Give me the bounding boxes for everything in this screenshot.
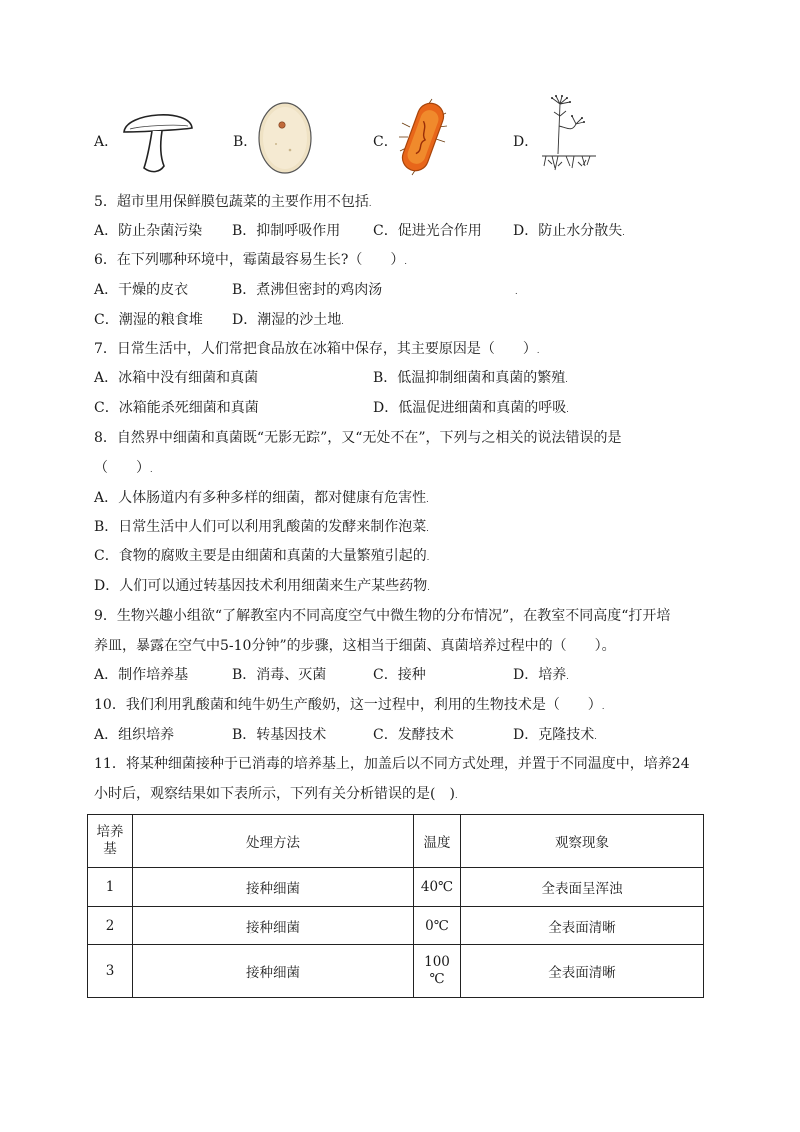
q9-option-c: C．接种 bbox=[373, 667, 426, 683]
table-cell: 1 bbox=[88, 868, 133, 907]
table-cell: 0℃ bbox=[414, 907, 461, 945]
table-header-cell: 观察现象 bbox=[461, 815, 704, 868]
q5-stem: 5．超市里用保鲜膜包蔬菜的主要作用不包括. bbox=[94, 194, 372, 210]
q8-stem-line2: （ ）. bbox=[94, 460, 153, 476]
table-row bbox=[88, 945, 704, 998]
yeast-cell-illustration bbox=[256, 100, 314, 176]
q5-option-b: B．抑制呼吸作用 bbox=[232, 223, 341, 239]
q9-option-b: B．消毒、灭菌 bbox=[232, 667, 327, 683]
table-header-cell: 温度 bbox=[414, 815, 461, 868]
table-cell: 全表面清晰 bbox=[461, 907, 704, 945]
q5-option-c: C．促进光合作用 bbox=[373, 223, 482, 239]
q6-stray-mark: . bbox=[515, 287, 518, 296]
q8-option-c: C．食物的腐败主要是由细菌和真菌的大量繁殖引起的. bbox=[94, 548, 430, 564]
bacterium-illustration bbox=[398, 97, 448, 177]
q10-option-a: A．组织培养 bbox=[94, 727, 175, 743]
q10-stem: 10．我们利用乳酸菌和纯牛奶生产酸奶，这一过程中，利用的生物技术是（ ）. bbox=[94, 697, 605, 713]
q7-option-a: A．冰箱中没有细菌和真菌 bbox=[94, 370, 259, 386]
table-cell: 接种细菌 bbox=[133, 868, 414, 907]
q8-stem-line1: 8．自然界中细菌和真菌既“无影无踪”，又“无处不在”，下列与之相关的说法错误的是 bbox=[94, 430, 622, 446]
q11-stem-line1: 11．将某种细菌接种于已消毒的培养基上，加盖后以不同方式处理，并置于不同温度中，培养24 bbox=[94, 756, 690, 772]
q6-option-c: C．潮湿的粮食堆 bbox=[94, 312, 203, 328]
q11-stem-line2: 小时后，观察结果如下表所示，下列有关分析错误的是( ). bbox=[94, 786, 458, 802]
table-cell: 接种细菌 bbox=[133, 907, 414, 945]
q7-stem: 7．日常生活中，人们常把食品放在冰箱中保存，其主要原因是（ ）. bbox=[94, 341, 540, 357]
table-cell: 40℃ bbox=[414, 868, 461, 907]
q6-option-d: D．潮湿的沙土地. bbox=[232, 312, 344, 328]
q6-option-a: A．干燥的皮衣 bbox=[94, 282, 189, 298]
q9-stem-line1: 9．生物兴趣小组欲“了解教室内不同高度空气中微生物的分布情况”，在教室不同高度“打开培 bbox=[94, 608, 671, 624]
mold-illustration bbox=[538, 94, 600, 176]
table-cell: 接种细菌 bbox=[133, 945, 414, 998]
table-cell: 3 bbox=[88, 945, 133, 998]
q9-stem-line2: 养皿，暴露在空气中5-10分钟”的步骤，这相当于细菌、真菌培养过程中的（ ）。 bbox=[94, 638, 616, 654]
table-row bbox=[88, 907, 704, 945]
q6-stem: 6．在下列哪种环境中，霉菌最容易生长?（ ）. bbox=[94, 252, 407, 268]
q10-option-c: C．发酵技术 bbox=[373, 727, 454, 743]
q10-option-b: B．转基因技术 bbox=[232, 727, 327, 743]
q4-option-a-letter: A． bbox=[94, 134, 119, 150]
mushroom-illustration bbox=[120, 104, 196, 176]
q8-option-d: D．人们可以通过转基因技术利用细菌来生产某些药物. bbox=[94, 578, 430, 594]
table-header-row bbox=[88, 815, 704, 868]
q9-option-d: D．培养. bbox=[513, 667, 569, 683]
q5-option-a: A．防止杂菌污染 bbox=[94, 223, 203, 239]
table-cell: 全表面清晰 bbox=[461, 945, 704, 998]
table-header-cell: 处理方法 bbox=[133, 815, 414, 868]
q7-option-d: D．低温促进细菌和真菌的呼吸. bbox=[373, 400, 569, 416]
q4-option-c-letter: C． bbox=[373, 134, 398, 150]
table-header-cell: 培养 基 bbox=[88, 815, 133, 868]
q5-option-d: D．防止水分散失. bbox=[513, 223, 625, 239]
observation-table bbox=[87, 814, 704, 998]
table-cell: 100 ℃ bbox=[414, 945, 461, 998]
q7-option-b: B．低温抑制细菌和真菌的繁殖. bbox=[373, 370, 568, 386]
q8-option-a: A．人体肠道内有多种多样的细菌，都对健康有危害性. bbox=[94, 490, 429, 506]
q4-option-d-letter: D． bbox=[513, 134, 539, 150]
table-row bbox=[88, 868, 704, 907]
q10-option-d: D．克隆技术. bbox=[513, 727, 597, 743]
q9-option-a: A．制作培养基 bbox=[94, 667, 189, 683]
table-cell: 全表面呈浑浊 bbox=[461, 868, 704, 907]
q8-option-b: B．日常生活中人们可以利用乳酸菌的发酵来制作泡菜. bbox=[94, 519, 429, 535]
q7-option-c: C．冰箱能杀死细菌和真菌 bbox=[94, 400, 259, 416]
q4-option-b-letter: B． bbox=[233, 134, 258, 150]
q6-option-b: B．煮沸但密封的鸡肉汤 bbox=[232, 282, 383, 298]
table-cell: 2 bbox=[88, 907, 133, 945]
